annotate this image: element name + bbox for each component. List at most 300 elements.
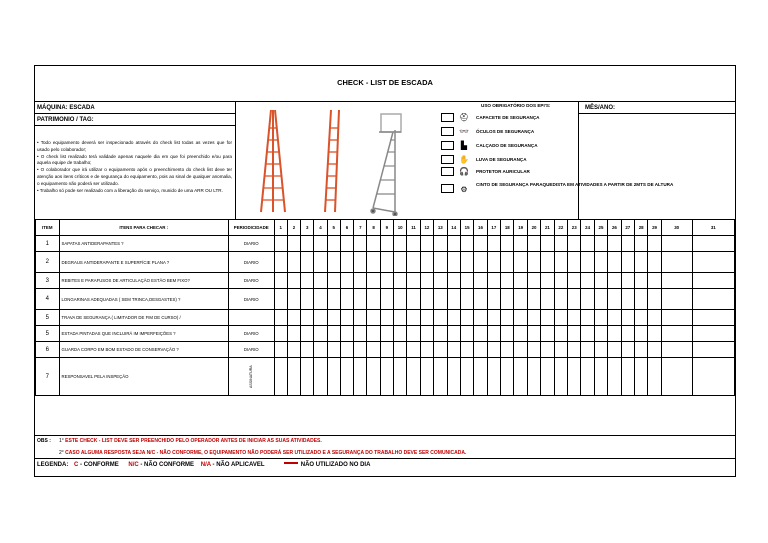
day-cell[interactable] <box>314 310 327 326</box>
day-cell[interactable] <box>692 358 734 396</box>
day-cell[interactable] <box>501 252 514 273</box>
day-cell[interactable] <box>554 326 567 342</box>
row-number: 5 <box>36 326 60 342</box>
day-cell[interactable] <box>340 236 353 252</box>
day-cell[interactable] <box>474 310 487 326</box>
table-row <box>36 289 735 310</box>
day-cell[interactable] <box>274 342 287 358</box>
instruction-line: • Todo equipamento deverá ser inspecionado através do check list todas as vezes que for usado pelo colaborador; <box>37 140 232 152</box>
day-cell[interactable] <box>380 310 393 326</box>
day-cell[interactable] <box>314 289 327 310</box>
day-cell[interactable] <box>661 326 692 342</box>
day-cell[interactable] <box>434 342 447 358</box>
day-cell[interactable] <box>527 236 540 252</box>
day-cell[interactable] <box>692 289 734 310</box>
day-cell[interactable] <box>527 252 540 273</box>
day-cell[interactable] <box>514 236 527 252</box>
day-cell[interactable] <box>460 252 473 273</box>
epi-checkbox[interactable] <box>441 184 454 193</box>
day-cell[interactable] <box>634 310 647 326</box>
day-cell[interactable] <box>541 326 554 342</box>
day-cell[interactable] <box>692 236 734 252</box>
day-cell[interactable] <box>354 236 367 252</box>
day-cell[interactable] <box>514 310 527 326</box>
day-cell[interactable] <box>327 236 340 252</box>
day-cell[interactable] <box>287 236 300 252</box>
row-number: 1 <box>36 236 60 252</box>
day-cell[interactable] <box>287 358 300 396</box>
day-cell[interactable] <box>568 236 581 252</box>
day-cell[interactable] <box>301 310 314 326</box>
day-cell[interactable] <box>420 358 433 396</box>
day-cell[interactable] <box>594 310 607 326</box>
day-cell[interactable] <box>393 326 406 342</box>
epi-label: CAPACETE DE SEGURANÇA <box>476 114 540 120</box>
day-cell[interactable] <box>367 358 380 396</box>
table-row <box>36 342 735 358</box>
day-cell[interactable] <box>581 342 594 358</box>
day-cell[interactable] <box>568 326 581 342</box>
day-cell[interactable] <box>460 236 473 252</box>
day-cell[interactable] <box>581 310 594 326</box>
day-cell[interactable] <box>581 236 594 252</box>
day-cell[interactable] <box>474 358 487 396</box>
day-cell[interactable] <box>594 252 607 273</box>
obs-label: OBS : <box>37 438 51 444</box>
day-cell[interactable] <box>367 273 380 289</box>
day-cell[interactable] <box>487 342 500 358</box>
day-header: 8 <box>367 220 380 236</box>
day-cell[interactable] <box>648 310 661 326</box>
day-cell[interactable] <box>447 236 460 252</box>
legend-na-code: N/A <box>200 462 211 468</box>
day-cell[interactable] <box>514 289 527 310</box>
day-header: 12 <box>420 220 433 236</box>
day-cell[interactable] <box>474 289 487 310</box>
day-cell[interactable] <box>393 289 406 310</box>
day-cell[interactable] <box>380 289 393 310</box>
day-cell[interactable] <box>554 273 567 289</box>
day-cell[interactable] <box>634 236 647 252</box>
day-cell[interactable] <box>634 358 647 396</box>
day-cell[interactable] <box>287 310 300 326</box>
day-cell[interactable] <box>460 289 473 310</box>
day-cell[interactable] <box>501 273 514 289</box>
day-cell[interactable] <box>354 252 367 273</box>
day-cell[interactable] <box>692 273 734 289</box>
day-cell[interactable] <box>434 358 447 396</box>
day-cell[interactable] <box>621 310 634 326</box>
day-cell[interactable] <box>661 236 692 252</box>
day-cell[interactable] <box>393 310 406 326</box>
day-cell[interactable] <box>407 273 420 289</box>
day-cell[interactable] <box>568 310 581 326</box>
day-cell[interactable] <box>380 358 393 396</box>
day-cell[interactable] <box>287 289 300 310</box>
day-cell[interactable] <box>621 342 634 358</box>
day-cell[interactable] <box>554 310 567 326</box>
day-cell[interactable] <box>608 236 621 252</box>
day-cell[interactable] <box>608 273 621 289</box>
day-cell[interactable] <box>661 342 692 358</box>
day-cell[interactable] <box>420 326 433 342</box>
instruction-line: • Trabalho só pode ser realizado com a liberação do serviço, munido de uma ARR OU LTR. <box>37 187 223 193</box>
ear-protector-icon: 🎧 <box>459 166 469 176</box>
day-cell[interactable] <box>327 273 340 289</box>
day-cell[interactable] <box>541 342 554 358</box>
day-cell[interactable] <box>527 358 540 396</box>
day-cell[interactable] <box>487 310 500 326</box>
day-cell[interactable] <box>460 342 473 358</box>
day-cell[interactable] <box>301 252 314 273</box>
day-cell[interactable] <box>581 252 594 273</box>
day-cell[interactable] <box>608 358 621 396</box>
day-cell[interactable] <box>287 342 300 358</box>
day-cell[interactable] <box>661 358 692 396</box>
helmet-icon: ⛑ <box>458 112 470 122</box>
day-cell[interactable] <box>634 252 647 273</box>
day-cell[interactable] <box>420 236 433 252</box>
day-cell[interactable] <box>407 342 420 358</box>
day-cell[interactable] <box>447 273 460 289</box>
day-cell[interactable] <box>474 326 487 342</box>
day-cell[interactable] <box>420 310 433 326</box>
day-cell[interactable] <box>301 358 314 396</box>
day-cell[interactable] <box>581 273 594 289</box>
day-cell[interactable] <box>420 273 433 289</box>
day-cell[interactable] <box>554 342 567 358</box>
day-cell[interactable] <box>340 252 353 273</box>
epi-checkbox[interactable] <box>441 155 454 164</box>
day-cell[interactable] <box>487 289 500 310</box>
day-cell[interactable] <box>554 236 567 252</box>
day-cell[interactable] <box>407 289 420 310</box>
day-cell[interactable] <box>608 252 621 273</box>
day-header: 28 <box>634 220 647 236</box>
epi-checkbox[interactable] <box>441 113 454 122</box>
harness-icon: ⚙ <box>460 184 468 194</box>
day-cell[interactable] <box>447 310 460 326</box>
day-cell[interactable] <box>447 342 460 358</box>
day-cell[interactable] <box>621 326 634 342</box>
day-cell[interactable] <box>608 310 621 326</box>
day-cell[interactable] <box>568 289 581 310</box>
day-cell[interactable] <box>648 273 661 289</box>
day-cell[interactable] <box>648 289 661 310</box>
day-cell[interactable] <box>541 358 554 396</box>
day-cell[interactable] <box>594 236 607 252</box>
day-cell[interactable] <box>487 273 500 289</box>
day-cell[interactable] <box>634 326 647 342</box>
day-cell[interactable] <box>514 358 527 396</box>
day-cell[interactable] <box>354 310 367 326</box>
day-cell[interactable] <box>367 289 380 310</box>
day-cell[interactable] <box>327 289 340 310</box>
day-header: 13 <box>434 220 447 236</box>
day-cell[interactable] <box>274 236 287 252</box>
day-cell[interactable] <box>447 252 460 273</box>
day-cell[interactable] <box>274 273 287 289</box>
day-cell[interactable] <box>661 289 692 310</box>
day-cell[interactable] <box>314 273 327 289</box>
day-cell[interactable] <box>367 236 380 252</box>
day-cell[interactable] <box>554 252 567 273</box>
day-cell[interactable] <box>434 236 447 252</box>
day-cell[interactable] <box>354 273 367 289</box>
day-header: 29 <box>648 220 661 236</box>
day-cell[interactable] <box>393 342 406 358</box>
day-cell[interactable] <box>460 358 473 396</box>
day-cell[interactable] <box>527 326 540 342</box>
day-cell[interactable] <box>621 236 634 252</box>
day-cell[interactable] <box>501 342 514 358</box>
day-cell[interactable] <box>340 289 353 310</box>
day-cell[interactable] <box>692 310 734 326</box>
day-cell[interactable] <box>514 342 527 358</box>
checklist-table <box>35 219 735 396</box>
day-cell[interactable] <box>460 326 473 342</box>
day-cell[interactable] <box>594 289 607 310</box>
day-cell[interactable] <box>514 273 527 289</box>
day-cell[interactable] <box>474 252 487 273</box>
day-cell[interactable] <box>314 358 327 396</box>
legend-nu-text: NÃO UTILIZADO NO DIA <box>300 462 371 468</box>
epi-row-helmet <box>441 111 539 123</box>
day-cell[interactable] <box>692 342 734 358</box>
day-cell[interactable] <box>354 289 367 310</box>
day-cell[interactable] <box>287 326 300 342</box>
day-header: 1 <box>274 220 287 236</box>
row-item-text: SAPATAS ANTIDERAPANTES ? <box>59 236 228 252</box>
day-cell[interactable] <box>393 273 406 289</box>
day-cell[interactable] <box>621 273 634 289</box>
day-cell[interactable] <box>301 326 314 342</box>
day-cell[interactable] <box>501 310 514 326</box>
day-cell[interactable] <box>407 326 420 342</box>
day-cell[interactable] <box>393 358 406 396</box>
day-header: 24 <box>581 220 594 236</box>
day-header: 27 <box>621 220 634 236</box>
day-cell[interactable] <box>594 326 607 342</box>
obs-line-2 <box>59 450 466 456</box>
day-cell[interactable] <box>568 342 581 358</box>
day-cell[interactable] <box>340 273 353 289</box>
day-cell[interactable] <box>581 326 594 342</box>
day-cell[interactable] <box>527 342 540 358</box>
day-cell[interactable] <box>340 342 353 358</box>
day-cell[interactable] <box>541 289 554 310</box>
day-cell[interactable] <box>354 342 367 358</box>
day-cell[interactable] <box>367 252 380 273</box>
day-cell[interactable] <box>621 358 634 396</box>
day-header: 9 <box>380 220 393 236</box>
day-cell[interactable] <box>340 326 353 342</box>
table-row <box>36 236 735 252</box>
day-cell[interactable] <box>434 252 447 273</box>
day-cell[interactable] <box>474 273 487 289</box>
day-cell[interactable] <box>568 358 581 396</box>
day-cell[interactable] <box>380 342 393 358</box>
day-cell[interactable] <box>594 273 607 289</box>
day-cell[interactable] <box>301 236 314 252</box>
day-cell[interactable] <box>501 236 514 252</box>
day-cell[interactable] <box>608 289 621 310</box>
day-cell[interactable] <box>541 236 554 252</box>
day-cell[interactable] <box>447 358 460 396</box>
day-cell[interactable] <box>594 342 607 358</box>
day-cell[interactable] <box>621 252 634 273</box>
day-cell[interactable] <box>314 252 327 273</box>
day-cell[interactable] <box>407 358 420 396</box>
day-cell[interactable] <box>648 326 661 342</box>
table-row <box>36 252 735 273</box>
day-cell[interactable] <box>327 326 340 342</box>
day-cell[interactable] <box>367 310 380 326</box>
day-cell[interactable] <box>608 342 621 358</box>
day-cell[interactable] <box>314 342 327 358</box>
day-cell[interactable] <box>367 342 380 358</box>
legend-na-text: - NÃO APLICAVEL <box>212 462 265 468</box>
day-cell[interactable] <box>407 236 420 252</box>
day-cell[interactable] <box>501 326 514 342</box>
day-cell[interactable] <box>340 310 353 326</box>
day-header: 25 <box>594 220 607 236</box>
day-cell[interactable] <box>380 273 393 289</box>
day-cell[interactable] <box>407 252 420 273</box>
day-cell[interactable] <box>514 252 527 273</box>
day-cell[interactable] <box>420 342 433 358</box>
day-cell[interactable] <box>581 289 594 310</box>
day-header: 26 <box>608 220 621 236</box>
legend <box>37 462 370 468</box>
day-cell[interactable] <box>692 326 734 342</box>
day-cell[interactable] <box>527 310 540 326</box>
day-cell[interactable] <box>541 273 554 289</box>
day-cell[interactable] <box>327 252 340 273</box>
day-cell[interactable] <box>474 236 487 252</box>
row-periodicidade: DIARIO <box>228 326 274 342</box>
day-cell[interactable] <box>541 252 554 273</box>
day-cell[interactable] <box>354 358 367 396</box>
header-itens: ITENS PARA CHECAR : <box>59 220 228 236</box>
day-cell[interactable] <box>287 252 300 273</box>
day-cell[interactable] <box>393 236 406 252</box>
epi-checkbox[interactable] <box>441 167 454 176</box>
day-cell[interactable] <box>274 358 287 396</box>
row-number: 4 <box>36 289 60 310</box>
day-cell[interactable] <box>568 273 581 289</box>
day-cell[interactable] <box>581 358 594 396</box>
epi-checkbox[interactable] <box>441 127 454 136</box>
day-cell[interactable] <box>380 326 393 342</box>
day-cell[interactable] <box>634 273 647 289</box>
day-cell[interactable] <box>327 342 340 358</box>
day-header: 7 <box>354 220 367 236</box>
day-cell[interactable] <box>460 310 473 326</box>
day-cell[interactable] <box>501 289 514 310</box>
day-cell[interactable] <box>527 273 540 289</box>
day-cell[interactable] <box>301 273 314 289</box>
day-cell[interactable] <box>634 342 647 358</box>
day-cell[interactable] <box>527 289 540 310</box>
day-cell[interactable] <box>514 326 527 342</box>
day-cell[interactable] <box>447 289 460 310</box>
day-cell[interactable] <box>434 310 447 326</box>
day-cell[interactable] <box>434 273 447 289</box>
epi-row-glove <box>441 153 527 165</box>
day-cell[interactable] <box>420 289 433 310</box>
day-cell[interactable] <box>568 252 581 273</box>
day-cell[interactable] <box>661 252 692 273</box>
day-cell[interactable] <box>274 289 287 310</box>
day-cell[interactable] <box>487 236 500 252</box>
day-cell[interactable] <box>274 310 287 326</box>
maquina-label: MÁQUINA: ESCADA <box>37 105 95 111</box>
day-cell[interactable] <box>648 358 661 396</box>
day-header: 20 <box>527 220 540 236</box>
day-cell[interactable] <box>434 326 447 342</box>
day-cell[interactable] <box>661 273 692 289</box>
day-cell[interactable] <box>327 358 340 396</box>
day-cell[interactable] <box>354 326 367 342</box>
day-cell[interactable] <box>393 252 406 273</box>
day-header: 3 <box>301 220 314 236</box>
day-cell[interactable] <box>460 273 473 289</box>
day-cell[interactable] <box>648 342 661 358</box>
day-cell[interactable] <box>594 358 607 396</box>
day-cell[interactable] <box>274 252 287 273</box>
header-periodicidade: PERIODICIDADE <box>228 220 274 236</box>
day-cell[interactable] <box>287 273 300 289</box>
day-cell[interactable] <box>274 326 287 342</box>
day-cell[interactable] <box>554 289 567 310</box>
day-cell[interactable] <box>367 326 380 342</box>
day-cell[interactable] <box>314 236 327 252</box>
day-cell[interactable] <box>474 342 487 358</box>
day-cell[interactable] <box>487 252 500 273</box>
day-cell[interactable] <box>608 326 621 342</box>
day-cell[interactable] <box>380 236 393 252</box>
day-cell[interactable] <box>621 289 634 310</box>
day-cell[interactable] <box>648 236 661 252</box>
platform-ladder-image <box>371 114 401 216</box>
day-cell[interactable] <box>407 310 420 326</box>
day-cell[interactable] <box>420 252 433 273</box>
day-cell[interactable] <box>301 342 314 358</box>
day-cell[interactable] <box>301 289 314 310</box>
day-cell[interactable] <box>554 358 567 396</box>
day-cell[interactable] <box>648 252 661 273</box>
mes-ano-label: MÊS/ANO: <box>585 105 615 111</box>
day-cell[interactable] <box>487 358 500 396</box>
epi-checkbox[interactable] <box>441 141 454 150</box>
day-cell[interactable] <box>501 358 514 396</box>
day-cell[interactable] <box>314 326 327 342</box>
day-cell[interactable] <box>692 252 734 273</box>
legend-c-code: C <box>74 462 79 468</box>
day-cell[interactable] <box>661 310 692 326</box>
day-cell[interactable] <box>380 252 393 273</box>
epi-label: ÓCULOS DE SEGURANÇA <box>476 128 535 134</box>
day-cell[interactable] <box>340 358 353 396</box>
day-cell[interactable] <box>541 310 554 326</box>
day-cell[interactable] <box>634 289 647 310</box>
patrimonio-label: PATRIMONIO / TAG: <box>37 117 94 123</box>
day-cell[interactable] <box>447 326 460 342</box>
day-cell[interactable] <box>327 310 340 326</box>
day-cell[interactable] <box>487 326 500 342</box>
day-cell[interactable] <box>434 289 447 310</box>
